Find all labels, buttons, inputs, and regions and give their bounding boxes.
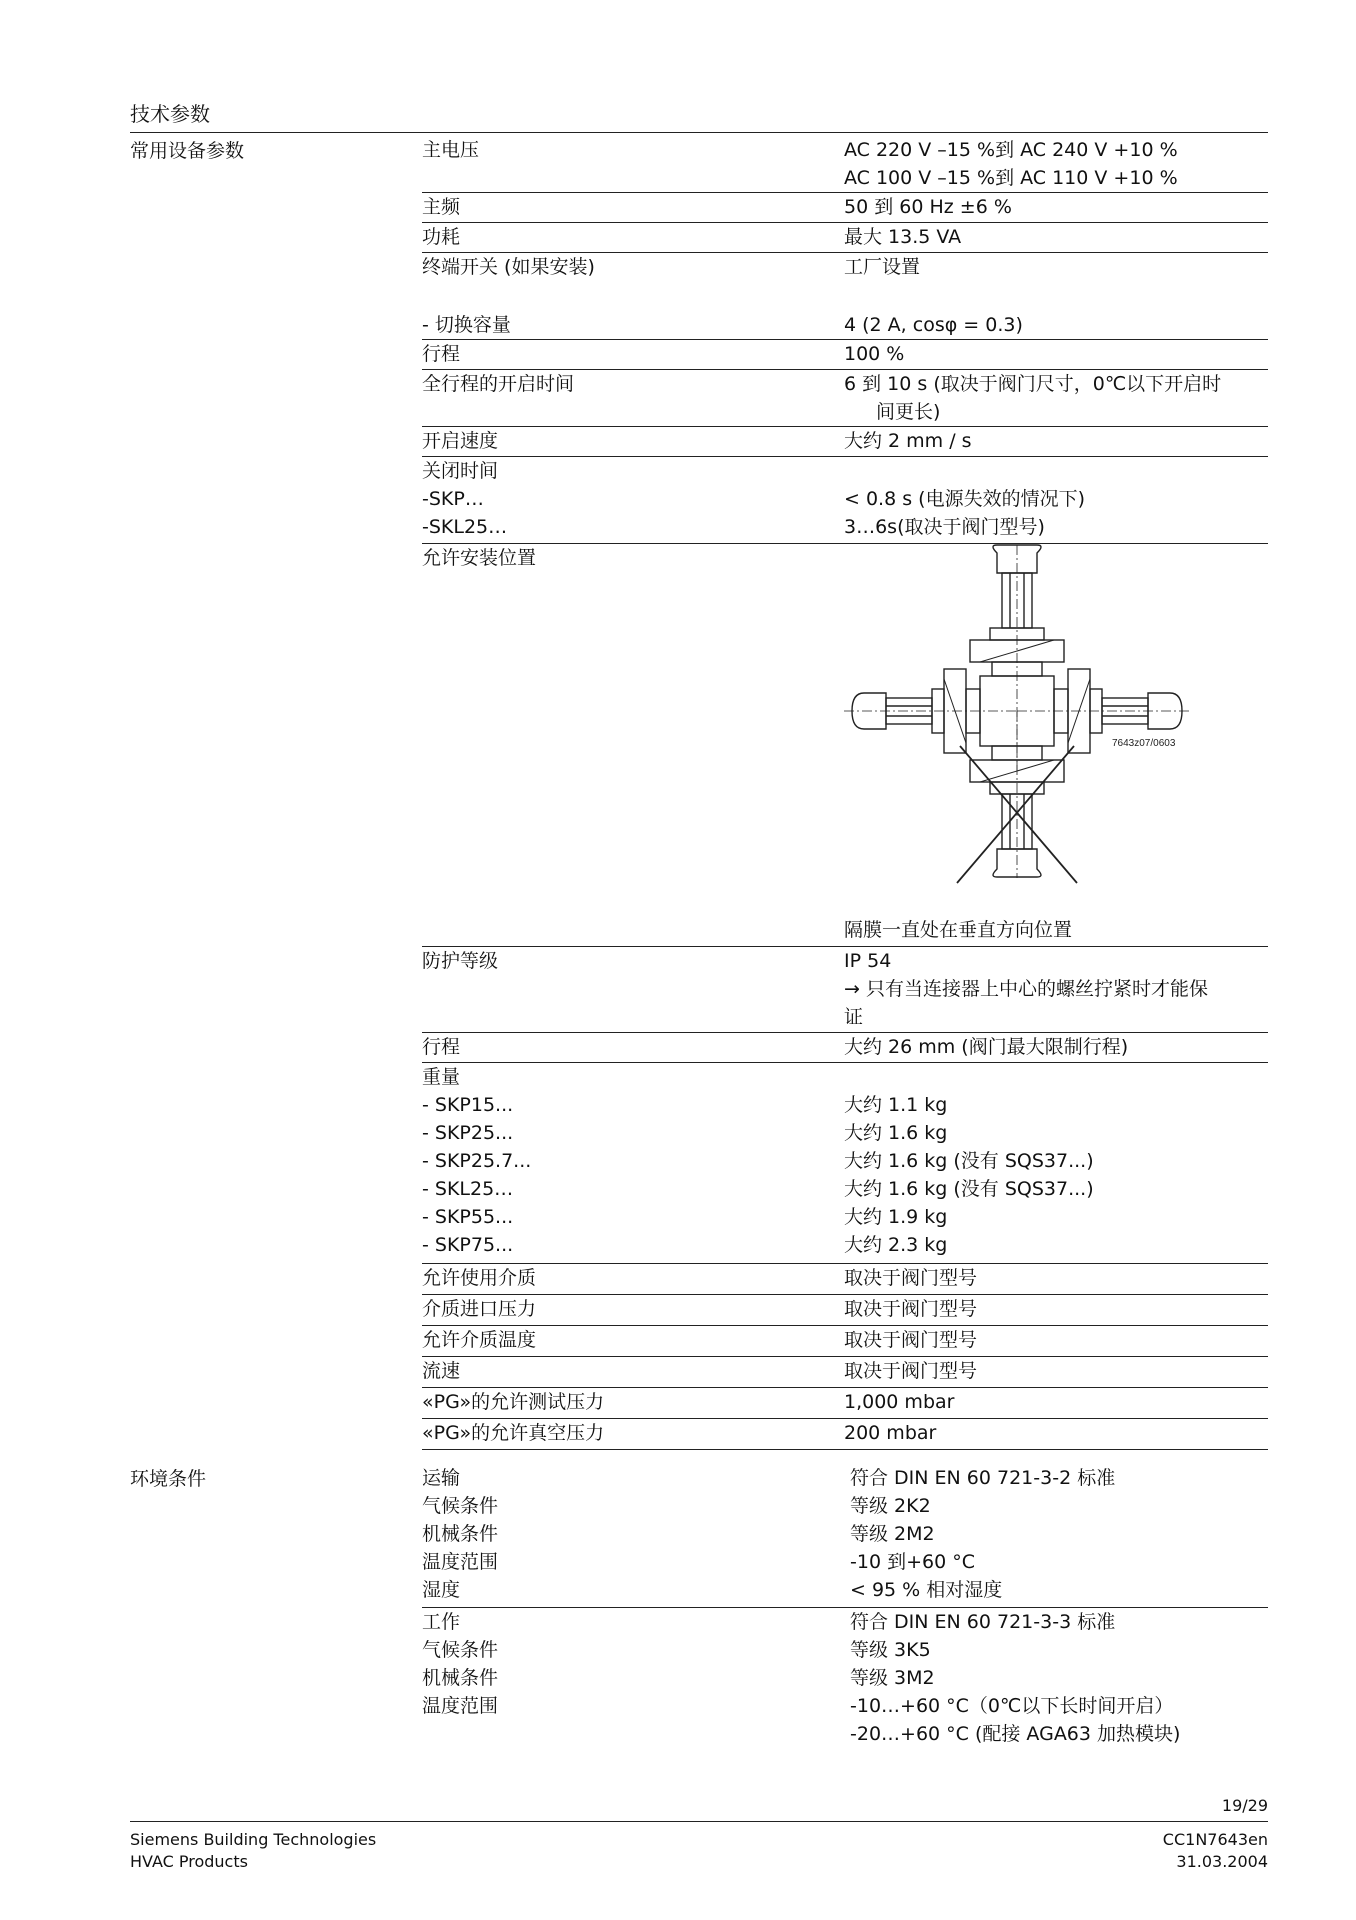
param-label: 全行程的开启时间 bbox=[422, 373, 575, 395]
env-label: 机械条件 bbox=[422, 1667, 499, 1689]
param-label: 允许使用介质 bbox=[422, 1267, 537, 1289]
group-label-general: 常用设备参数 bbox=[130, 140, 245, 162]
param-value: 取决于阀门型号 bbox=[844, 1267, 978, 1289]
param-row-closing-time bbox=[422, 457, 1268, 544]
param-row-medium-temperature bbox=[422, 1326, 1268, 1357]
figure-code: 7643z07/0603 bbox=[1112, 738, 1176, 749]
param-label: -SKP… bbox=[422, 488, 484, 510]
param-value: 200 mbar bbox=[844, 1422, 937, 1444]
param-value: 证 bbox=[844, 1006, 864, 1028]
param-row-pg-test-pressure bbox=[422, 1388, 1268, 1419]
param-value: 大约 1.6 kg bbox=[844, 1122, 948, 1144]
param-value: 1,000 mbar bbox=[844, 1391, 955, 1413]
param-row-pg-vacuum-pressure bbox=[422, 1419, 1268, 1450]
param-row-frequency bbox=[422, 193, 1268, 223]
top-rule bbox=[130, 132, 1268, 133]
env-label: 温度范围 bbox=[422, 1695, 499, 1717]
env-row-operation bbox=[422, 1608, 1268, 1753]
env-value: 等级 3K5 bbox=[850, 1639, 931, 1661]
param-row-mains-voltage bbox=[422, 136, 1268, 193]
env-value: 符合 DIN EN 60 721-3-3 标准 bbox=[850, 1611, 1116, 1633]
param-label: - SKL25… bbox=[422, 1178, 514, 1200]
param-label: - 切换容量 bbox=[422, 314, 511, 336]
param-value: 取决于阀门型号 bbox=[844, 1298, 978, 1320]
param-value: 大约 1.1 kg bbox=[844, 1094, 948, 1116]
param-value: IP 54 bbox=[844, 950, 892, 972]
param-row-medium bbox=[422, 1264, 1268, 1295]
param-label: - SKP55... bbox=[422, 1206, 514, 1228]
env-value: -10 到+60 °C bbox=[850, 1551, 975, 1573]
param-value: 4 (2 A, cosφ = 0.3) bbox=[844, 314, 1023, 336]
param-value: 大约 1.6 kg (没有 SQS37...) bbox=[844, 1178, 1094, 1200]
section-title: 技术参数 bbox=[130, 102, 210, 126]
env-label: 温度范围 bbox=[422, 1551, 499, 1573]
param-value: → 只有当连接器上中心的螺丝拧紧时才能保 bbox=[844, 978, 1208, 1000]
param-label: 行程 bbox=[422, 343, 461, 365]
param-label: 防护等级 bbox=[422, 950, 499, 972]
env-value: 符合 DIN EN 60 721-3-2 标准 bbox=[850, 1467, 1116, 1489]
env-label: 湿度 bbox=[422, 1579, 461, 1601]
env-value: 等级 2K2 bbox=[850, 1495, 931, 1517]
environment-table bbox=[422, 1464, 1268, 1753]
env-value: -10…+60 °C（0℃以下长时间开启） bbox=[850, 1695, 1174, 1717]
param-value: AC 220 V –15 %到 AC 240 V +10 % bbox=[844, 139, 1178, 161]
param-row-flow-rate bbox=[422, 1357, 1268, 1388]
param-value: 取决于阀门型号 bbox=[844, 1329, 978, 1351]
param-value: 间更长) bbox=[876, 401, 941, 423]
param-value: 大约 1.9 kg bbox=[844, 1206, 948, 1228]
group-label-environment: 环境条件 bbox=[130, 1468, 207, 1490]
param-row-protection bbox=[422, 947, 1268, 1033]
param-label: 介质进口压力 bbox=[422, 1298, 537, 1320]
param-value: 100 % bbox=[844, 343, 905, 365]
param-value: 取决于阀门型号 bbox=[844, 1360, 978, 1382]
param-label: 开启速度 bbox=[422, 430, 499, 452]
param-label: «PG»的允许测试压力 bbox=[422, 1391, 605, 1413]
param-value: 50 到 60 Hz ±6 % bbox=[844, 196, 1012, 218]
param-value: 6 到 10 s (取决于阀门尺寸，0℃以下开启时 bbox=[844, 373, 1222, 395]
env-label: 工作 bbox=[422, 1611, 461, 1633]
page-number: 19/29 bbox=[1221, 1796, 1268, 1815]
param-value: 隔膜一直处在垂直方向位置 bbox=[844, 919, 1073, 941]
param-row-opening-speed bbox=[422, 427, 1268, 457]
footer-company: Siemens Building Technologies bbox=[130, 1830, 377, 1849]
env-label: 气候条件 bbox=[422, 1639, 499, 1661]
param-label: 允许安装位置 bbox=[422, 547, 537, 569]
param-label: 功耗 bbox=[422, 226, 461, 248]
param-label: -SKL25… bbox=[422, 516, 508, 538]
env-value: 等级 2M2 bbox=[850, 1523, 935, 1545]
param-value: 3…6s(取决于阀门型号) bbox=[844, 516, 1045, 538]
param-row-inlet-pressure bbox=[422, 1295, 1268, 1326]
env-value: 等级 3M2 bbox=[850, 1667, 935, 1689]
param-row-weight bbox=[422, 1063, 1268, 1264]
param-label: 行程 bbox=[422, 1036, 461, 1058]
param-value: 大约 26 mm (阀门最大限制行程) bbox=[844, 1036, 1129, 1058]
param-label: 关闭时间 bbox=[422, 460, 499, 482]
env-label: 气候条件 bbox=[422, 1495, 499, 1517]
mounting-position-diagram bbox=[842, 543, 1192, 888]
env-value: -20…+60 °C (配接 AGA63 加热模块) bbox=[850, 1723, 1181, 1745]
env-label: 运输 bbox=[422, 1467, 461, 1489]
param-row-end-switch bbox=[422, 253, 1268, 340]
param-label: - SKP15... bbox=[422, 1094, 514, 1116]
footer-doc-code: CC1N7643en bbox=[1162, 1830, 1268, 1849]
env-label: 机械条件 bbox=[422, 1523, 499, 1545]
param-label: - SKP25... bbox=[422, 1122, 514, 1144]
param-label: - SKP25.7... bbox=[422, 1150, 532, 1172]
env-value: < 95 % 相对湿度 bbox=[850, 1579, 1003, 1601]
param-value: 工厂设置 bbox=[844, 256, 921, 278]
param-value: 大约 1.6 kg (没有 SQS37...) bbox=[844, 1150, 1094, 1172]
footer-rule bbox=[130, 1821, 1268, 1822]
param-value: 大约 2.3 kg bbox=[844, 1234, 948, 1256]
param-label: 主电压 bbox=[422, 139, 480, 161]
param-label: 重量 bbox=[422, 1066, 461, 1088]
env-row-transport bbox=[422, 1464, 1268, 1608]
param-value: 最大 13.5 VA bbox=[844, 226, 962, 248]
param-label: - SKP75... bbox=[422, 1234, 514, 1256]
param-row-stroke bbox=[422, 340, 1268, 370]
param-value: < 0.8 s (电源失效的情况下) bbox=[844, 488, 1085, 510]
param-row-opening-time bbox=[422, 370, 1268, 427]
param-value: 大约 2 mm / s bbox=[844, 430, 972, 452]
param-label: «PG»的允许真空压力 bbox=[422, 1422, 605, 1444]
param-row-stroke-mm bbox=[422, 1033, 1268, 1063]
footer-division: HVAC Products bbox=[130, 1852, 248, 1871]
footer-date: 31.03.2004 bbox=[1176, 1852, 1268, 1871]
param-label: 终端开关 (如果安装) bbox=[422, 256, 595, 278]
param-label: 主频 bbox=[422, 196, 461, 218]
param-label: 流速 bbox=[422, 1360, 461, 1382]
param-label: 允许介质温度 bbox=[422, 1329, 537, 1351]
param-value: AC 100 V –15 %到 AC 110 V +10 % bbox=[844, 167, 1178, 189]
param-row-power bbox=[422, 223, 1268, 253]
